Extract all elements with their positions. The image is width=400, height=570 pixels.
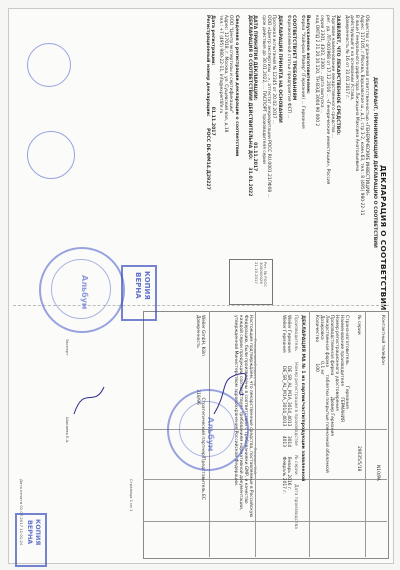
footer-right: Стратегический партнер/Представитель ЕС bbox=[200, 397, 205, 500]
note-line-2: каждой серии продукции соответствует требованиям нормативной документации, bbox=[237, 315, 243, 511]
col-batch: № серии bbox=[292, 455, 298, 475]
adopted-line-1: ООО «Центр экспертизы ...», аттестат аккредитации РОСС RU.0001.21ЛФ08 ... bbox=[266, 15, 272, 198]
reg-box-label: Рег. № РОСС bbox=[263, 262, 268, 287]
data-row-0: Weiler Германия DE_SR_AL_M1A_3014_4013 3014 Январь 2016 г. bbox=[285, 315, 291, 491]
table-section-title: ДЕКЛАРАЦИЯ МА № 1 из партии/части/продукции заявленной bbox=[300, 315, 305, 482]
table-row-0: Страна-изготовитель Германия bbox=[344, 315, 349, 409]
declarant-line-1: Адрес: 117105, г.Москва, Варшавское ш., д.1, стр.1-2, комн.63, тел.: 8 (495) 980-22-11 bbox=[359, 15, 365, 216]
seal-top-left bbox=[27, 43, 71, 87]
copy-stamp-middle bbox=[121, 265, 157, 321]
note-line-3: утвержденной Министерством здравоохранения Российской Федерации. bbox=[232, 315, 238, 487]
valid-until-label: ДЕКЛАРАЦИЯ О СООТВЕТСТВИИ ДЕЙСТВИТЕЛЬНА ДО: bbox=[246, 15, 252, 160]
footer-code: 318/96 bbox=[194, 389, 200, 405]
director-signature bbox=[209, 369, 249, 419]
table-row-line bbox=[143, 479, 387, 480]
claims-line-1: рег. уд. ЛП-003968 от 17.12.2016 ... «Генерические инвестиции», Россия bbox=[324, 15, 330, 185]
table-header-col bbox=[375, 315, 385, 555]
print-date-label: Дата печати 01.07.2017 11:01:24 bbox=[19, 479, 24, 546]
reg-box-value: 300000026 bbox=[258, 262, 264, 284]
document-title: ДЕКЛАРАЦИЯ О СООТВЕТСТВИИ bbox=[379, 165, 388, 311]
data-row-1: Weiler Германия DE_SR_AL_M1A_3014_4013 4013 Февраль 2017 г. bbox=[280, 315, 286, 495]
claims-heading: ЗАЯВЛЯЕТ, ЧТО ЛЕКАРСТВЕННОЕ СРЕДСТВО: bbox=[334, 15, 340, 135]
company-stamp-left-text: Альбум bbox=[80, 275, 89, 310]
table-header-label: Контактный телефон bbox=[380, 315, 385, 365]
date-adopted-value: 01.11.2017 bbox=[252, 142, 258, 172]
declarant-line-0: Общество с ограниченной ответственностью «ГЕНЕРИЧЕСКИЕ ИНВЕСТИЦИИ» bbox=[364, 15, 370, 196]
serial-value: 29035/5/18 bbox=[356, 445, 361, 472]
date-adopted-label: ДАТА ПРИНЯТИЯ ДЕКЛАРАЦИИ: bbox=[252, 15, 258, 101]
footer-left: Weiler GmbH, Köln bbox=[200, 315, 205, 357]
expert-name: Шакаева Е.А. bbox=[65, 416, 70, 444]
reg-info-line-2: тел.: +7 (495) 980-22-11, info@expertlife.ru bbox=[218, 15, 224, 114]
reg-info-line-1: Адрес: 127018, г. Москва, ул. Сущевский вал, д.18 bbox=[223, 15, 229, 133]
col-date: Дата производства bbox=[292, 484, 298, 529]
declarant-line-3: действующего на основании Устава, bbox=[349, 15, 355, 101]
table-row-5: Дозировка 0,1 мг bbox=[318, 315, 324, 376]
manufacturer-heading: Выпускаемое изготовителем: bbox=[305, 15, 311, 94]
valid-until-value: 31.01.2022 bbox=[246, 167, 252, 197]
table-row-6: Количество 100 bbox=[313, 315, 319, 372]
adopted-line-2: срок действия до 30.01.2022, ... ПАСПОРТ производителя серии bbox=[261, 15, 267, 164]
table-row-line bbox=[143, 521, 387, 522]
expert-label: Эксперт bbox=[65, 339, 70, 356]
reg-number-value: РОСС DE.ФМ14.Д29227 bbox=[204, 128, 210, 190]
reg-date-value: 01.11.2017 bbox=[210, 106, 216, 136]
declaration-sheet bbox=[8, 8, 394, 564]
declarant-line-2: В лице Генерального директора Лисицына Максима Анатольевича bbox=[354, 15, 360, 172]
copy-stamp-bottom-text: КОПИЯ ВЕРНА bbox=[26, 519, 42, 546]
director-name: Лисицын М.А. bbox=[253, 447, 258, 475]
note-line-1: Федерацию, были произведены в соответствии с требованиями GMP, и качество bbox=[242, 315, 248, 504]
company-stamp-right-text: Альбум bbox=[206, 417, 215, 452]
declarant-heading: ДЕКЛАРАНТ, ПРИНИМАЮЩИЙ ДЕКЛАРАЦИЮ О СООТВЕТСТВИИ bbox=[372, 77, 378, 248]
col-maker: Производитель bbox=[292, 315, 298, 351]
adopted-heading: ДЕКЛАРАЦИЯ ПРИНЯТА НА ОСНОВАНИИ bbox=[276, 15, 282, 123]
manufacturer-line: Фирма "Хайнрих Майер" (Германия) ... Германия bbox=[300, 15, 306, 129]
copy-stamp-bottom bbox=[15, 513, 47, 567]
footer-sub: Доверенность bbox=[194, 315, 200, 348]
page-info bbox=[129, 479, 133, 511]
seal-mid-left bbox=[27, 131, 75, 179]
reg-box-text bbox=[254, 262, 267, 287]
claims-line-3: код ОКПД 2 21.20.10.120, ТН ВЭД 3004 90 000 2 bbox=[314, 15, 320, 127]
declarant-line-4: Доверенность № 16 от 31.01.2017 г. bbox=[343, 15, 349, 100]
table-rows bbox=[314, 315, 349, 555]
col-reg: Номер регистрации в производстве bbox=[292, 362, 298, 446]
serial-label: № серии bbox=[356, 315, 361, 335]
reg-number-label: Регистрационный номер декларации: bbox=[204, 15, 210, 117]
page-label: Страница 1 из 1 bbox=[129, 479, 134, 512]
table-row-4: Лекарственная форма таблетки покрытые пленочной оболочкой bbox=[323, 315, 329, 473]
table-section bbox=[281, 315, 305, 555]
reg-box-date: 21.10.2017 bbox=[254, 262, 260, 284]
conformity-heading: СООТВЕТСТВУЕТ ТРЕБОВАНИЯМ bbox=[291, 15, 297, 101]
conformity-line: Фармакопейной статьи предприятия ФСП ... bbox=[285, 15, 291, 119]
reg-info-heading: Сведения о регистрации декларации о соответствии bbox=[233, 15, 239, 157]
claims-line-0: Торговое наименование лекарственного средства ... bbox=[329, 15, 335, 139]
reg-info-line-0: ООО "Центр экспертизы и сертификации" bbox=[228, 15, 234, 114]
table-row-2: Номер регистрационного удостоверения bbox=[333, 315, 339, 411]
expert-signature bbox=[69, 379, 109, 419]
claims-line-2: серия 2301, 4303, 2300 ... дата выпуска ... bbox=[319, 15, 325, 114]
table-row-3: Производственная фирма Дювер Германия bbox=[328, 315, 334, 436]
reg-date-label: Дата регистрации: bbox=[210, 15, 216, 66]
table-serial-col bbox=[356, 315, 361, 555]
adopted-line-0: Протокол испытаний № 12345 от 20.02.2017 ... bbox=[271, 15, 277, 125]
table-row-1: Наименование производителя ГЕРМАНИЯ bbox=[338, 315, 344, 422]
copy-stamp-middle-text: КОПИЯ ВЕРНА bbox=[134, 271, 151, 300]
director-label: Генеральный директор bbox=[253, 339, 258, 387]
note-line-0: Настоящим подтверждаем, что лекарственные средства, поставляемые в Российскую bbox=[248, 315, 253, 518]
table-header-value: N10/PA bbox=[374, 465, 380, 481]
